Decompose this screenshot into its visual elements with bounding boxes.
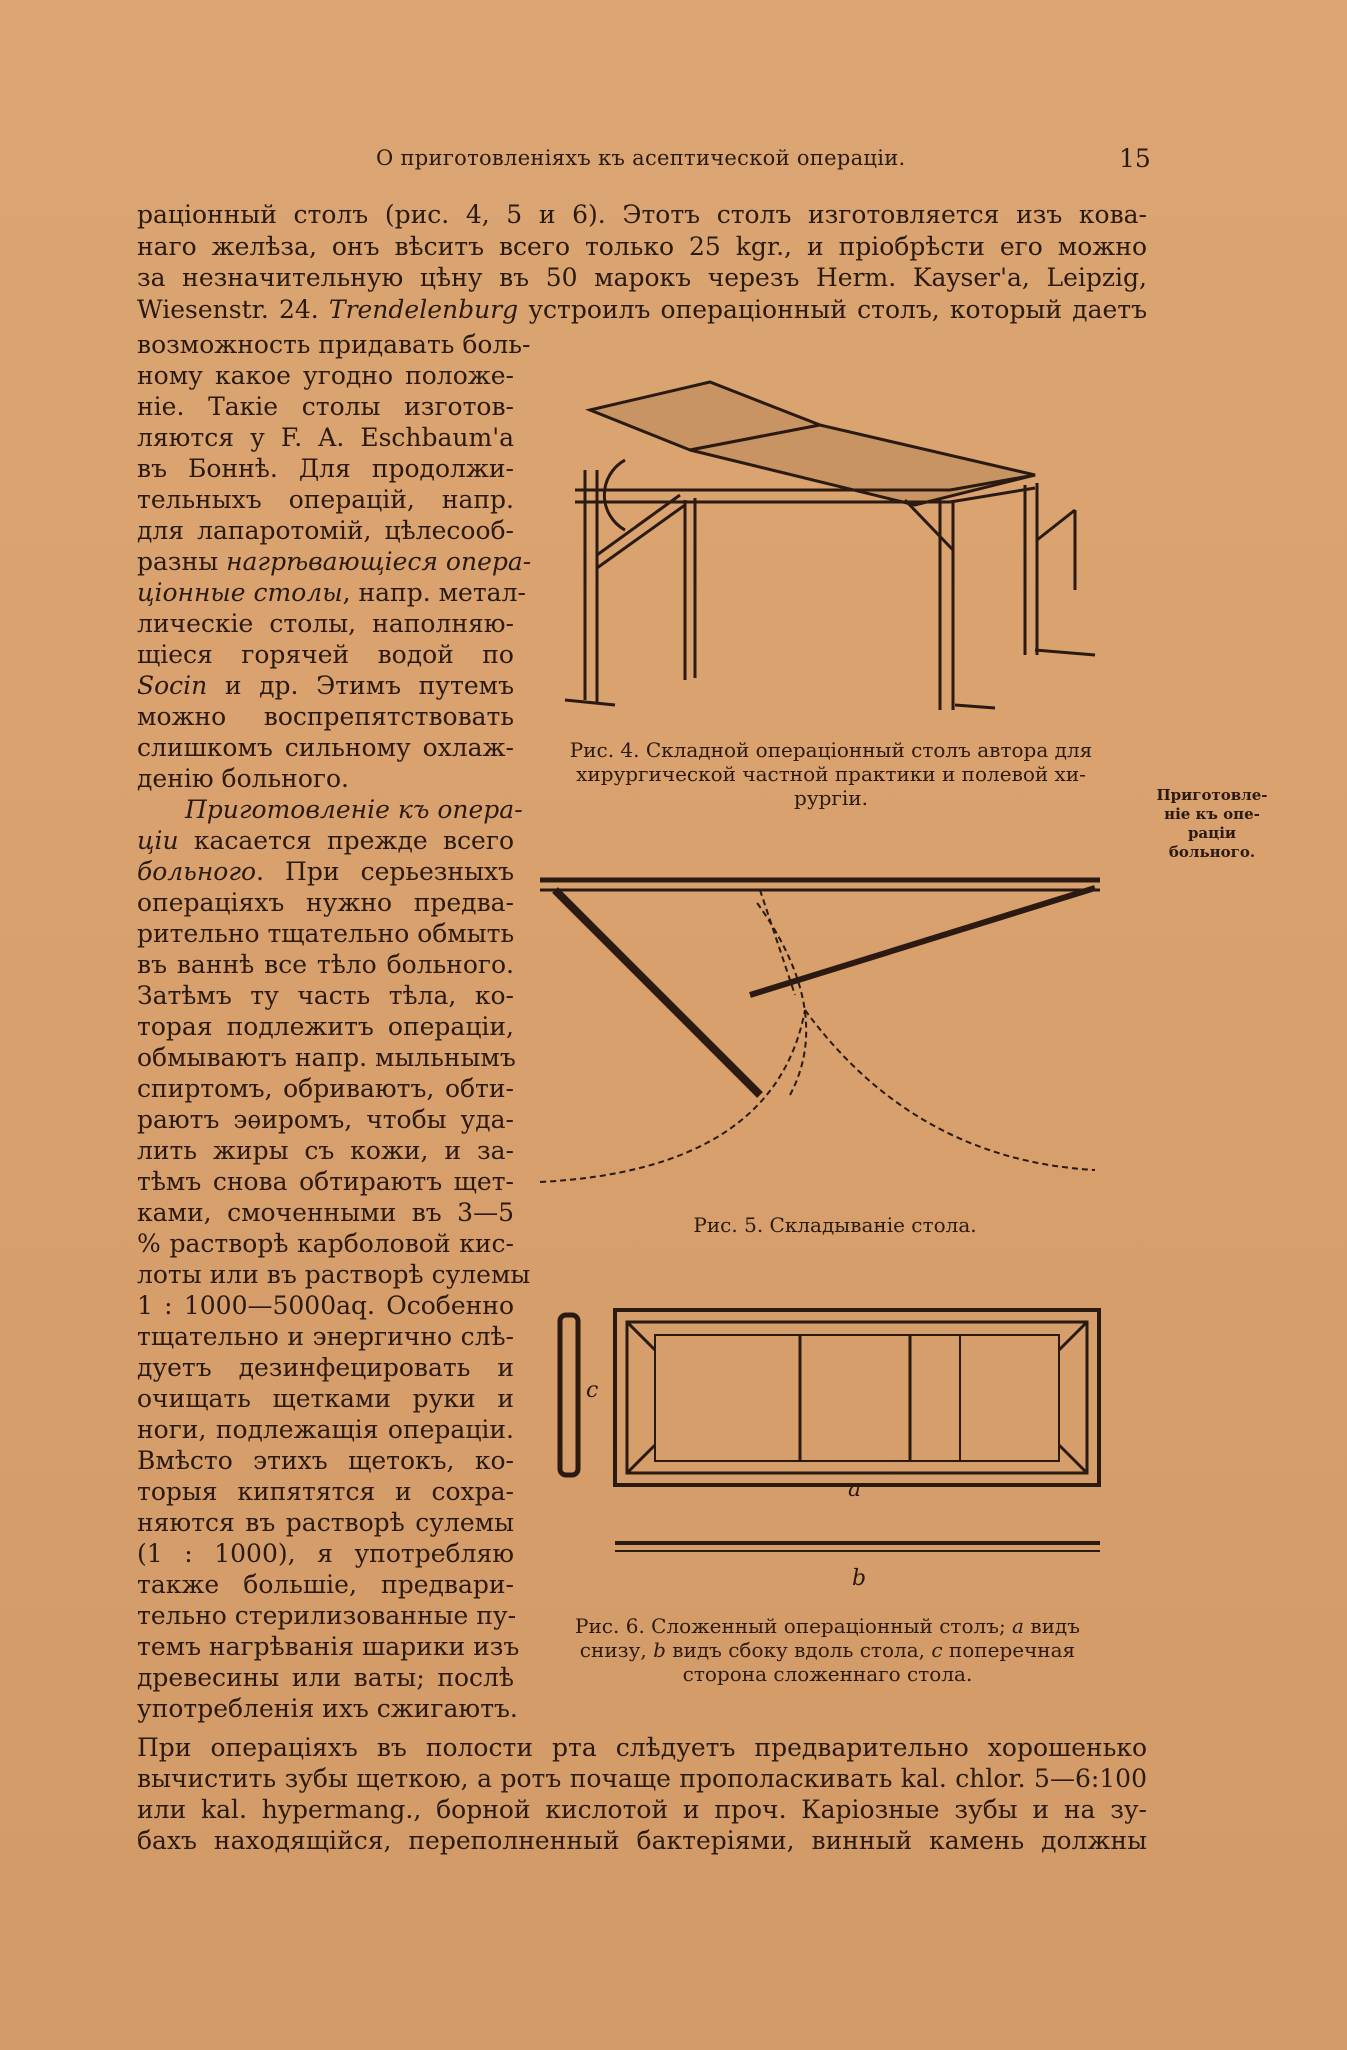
text-line: ками, смоченными въ 3—5 xyxy=(137,1198,514,1227)
text-line: въ ваннѣ все тѣло больного. xyxy=(137,950,514,979)
figure-4-caption: Рис. 4. Складной операціонный столъ автора для хирургической частной практики и полевой хи- рургіи. xyxy=(569,738,1093,810)
text-line: няются въ растворѣ сулемы xyxy=(137,1508,514,1537)
text-line: спиртомъ, обриваютъ, обти- xyxy=(137,1074,514,1103)
text-line: дуетъ дезинфецировать и xyxy=(137,1353,514,1382)
text-line: раціонный столъ (рис. 4, 5 и 6). Этотъ столъ изготовляется изъ кова- xyxy=(137,200,1147,229)
text-line: очищать щетками руки и xyxy=(137,1384,514,1413)
text-line: денію больного. xyxy=(137,764,349,793)
text-line: тѣмъ снова обтираютъ щет- xyxy=(137,1167,514,1196)
text-line: за незначительную цѣну въ 50 марокъ черезъ Herm. Kayser'a, Leipzig, xyxy=(137,263,1147,292)
text-line: также большіе, предвари- xyxy=(137,1570,514,1599)
text-line: рительно тщательно обмыть xyxy=(137,919,515,948)
text-line: бахъ находящійся, переполненный бактеріями, винный камень должны xyxy=(137,1826,1147,1855)
figure-6-label-a: a xyxy=(848,1477,862,1502)
text-line: вычистить зубы щеткою, а ротъ почаще прополаскивать kal. chlor. 5—6:100 xyxy=(137,1764,1147,1793)
text-line: ному какое угодно положе- xyxy=(137,361,514,390)
text-line: обмываютъ напр. мыльнымъ xyxy=(137,1043,516,1072)
text-line: для лапаротомій, цѣлесооб- xyxy=(137,516,514,545)
text-line: ціонные столы, напр. метал- xyxy=(137,578,526,607)
text-line: слишкомъ сильному охлаж- xyxy=(137,733,514,762)
text-line: древесины или ваты; послѣ xyxy=(137,1663,514,1692)
figure-5-caption: Рис. 5. Складываніе стола. xyxy=(693,1213,977,1237)
text-line: раютъ эѳиромъ, чтобы уда- xyxy=(137,1105,514,1134)
text-line: тельныхъ операцій, напр. xyxy=(137,485,514,514)
text-line: лоты или въ растворѣ сулемы xyxy=(137,1260,531,1289)
figure-5-folding-diagram xyxy=(535,870,1105,1190)
text-line: употребленія ихъ сжигаютъ. xyxy=(137,1694,518,1723)
text-line: ляются у F. A. Eschbaum'a xyxy=(137,423,514,452)
figure-6-label-b: b xyxy=(852,1566,867,1591)
text-line: щіеся горячей водой по xyxy=(137,640,514,669)
figure-6-folded-table xyxy=(555,1305,1105,1565)
text-line: ніе. Такіе столы изготов- xyxy=(137,392,514,421)
text-line: или kal. hypermang., борной кислотой и проч. Каріозные зубы и на зу- xyxy=(137,1795,1147,1824)
text-line: можно воспрепятствовать xyxy=(137,702,514,731)
text-line: Вмѣсто этихъ щетокъ, ко- xyxy=(137,1446,514,1475)
text-line: наго желѣза, онъ вѣситъ всего только 25 kgr., и пріобрѣсти его можно xyxy=(137,232,1147,261)
figure-6-caption: Рис. 6. Сложенный операціонный столъ; a видъ снизу, b видъ сбоку вдоль стола, c поперечная сторона сложеннаго стола. xyxy=(575,1614,1080,1686)
text-line: операціяхъ нужно предва- xyxy=(137,888,514,917)
author-name: Trendelenburg xyxy=(328,295,519,324)
marginal-note: Приготовле- ніе къ опе- раціи больного. xyxy=(1156,786,1268,861)
text-line: лическіе столы, наполняю- xyxy=(137,609,514,638)
text-line: торыя кипятятся и сохра- xyxy=(137,1477,514,1506)
figure-4-operating-table xyxy=(555,380,1110,710)
text-line: % растворѣ карболовой кис- xyxy=(137,1229,514,1258)
text-line: разны нагрѣвающіеся опера- xyxy=(137,547,532,576)
text-line: 1 : 1000—5000aq. Особенно xyxy=(137,1291,514,1320)
page-number: 15 xyxy=(1119,144,1151,173)
text-line: ноги, подлежащія операціи. xyxy=(137,1415,514,1444)
text-line: тельно стерилизованные пу- xyxy=(137,1601,517,1630)
text-line: При операціяхъ въ полости рта слѣдуетъ предварительно хорошенько xyxy=(137,1733,1147,1762)
text-line: въ Боннѣ. Для продолжи- xyxy=(137,454,514,483)
text-line: Приготовленіе къ опера- xyxy=(185,795,523,824)
text-line: (1 : 1000), я употребляю xyxy=(137,1539,514,1568)
text-line: лить жиры съ кожи, и за- xyxy=(137,1136,514,1165)
text-line: темъ нагрѣванія шарики изъ xyxy=(137,1632,520,1661)
text-line: Socin и др. Этимъ путемъ xyxy=(137,671,514,700)
text-line: Wiesenstr. 24. Trendelenburg устроилъ операціонный столъ, который даетъ xyxy=(137,295,1148,324)
text-line: больного. При серьезныхъ xyxy=(137,857,514,886)
figure-6-label-c: c xyxy=(586,1378,599,1403)
text-line: ціи касается прежде всего xyxy=(137,826,514,855)
text-line: Затѣмъ ту часть тѣла, ко- xyxy=(137,981,514,1010)
text-line: тщательно и энергично слѣ- xyxy=(137,1322,514,1351)
text-line: возможность придавать боль- xyxy=(137,330,531,359)
text-line: торая подлежитъ операціи, xyxy=(137,1012,514,1041)
running-title: О приготовленіяхъ къ асептической операціи. xyxy=(376,146,906,170)
